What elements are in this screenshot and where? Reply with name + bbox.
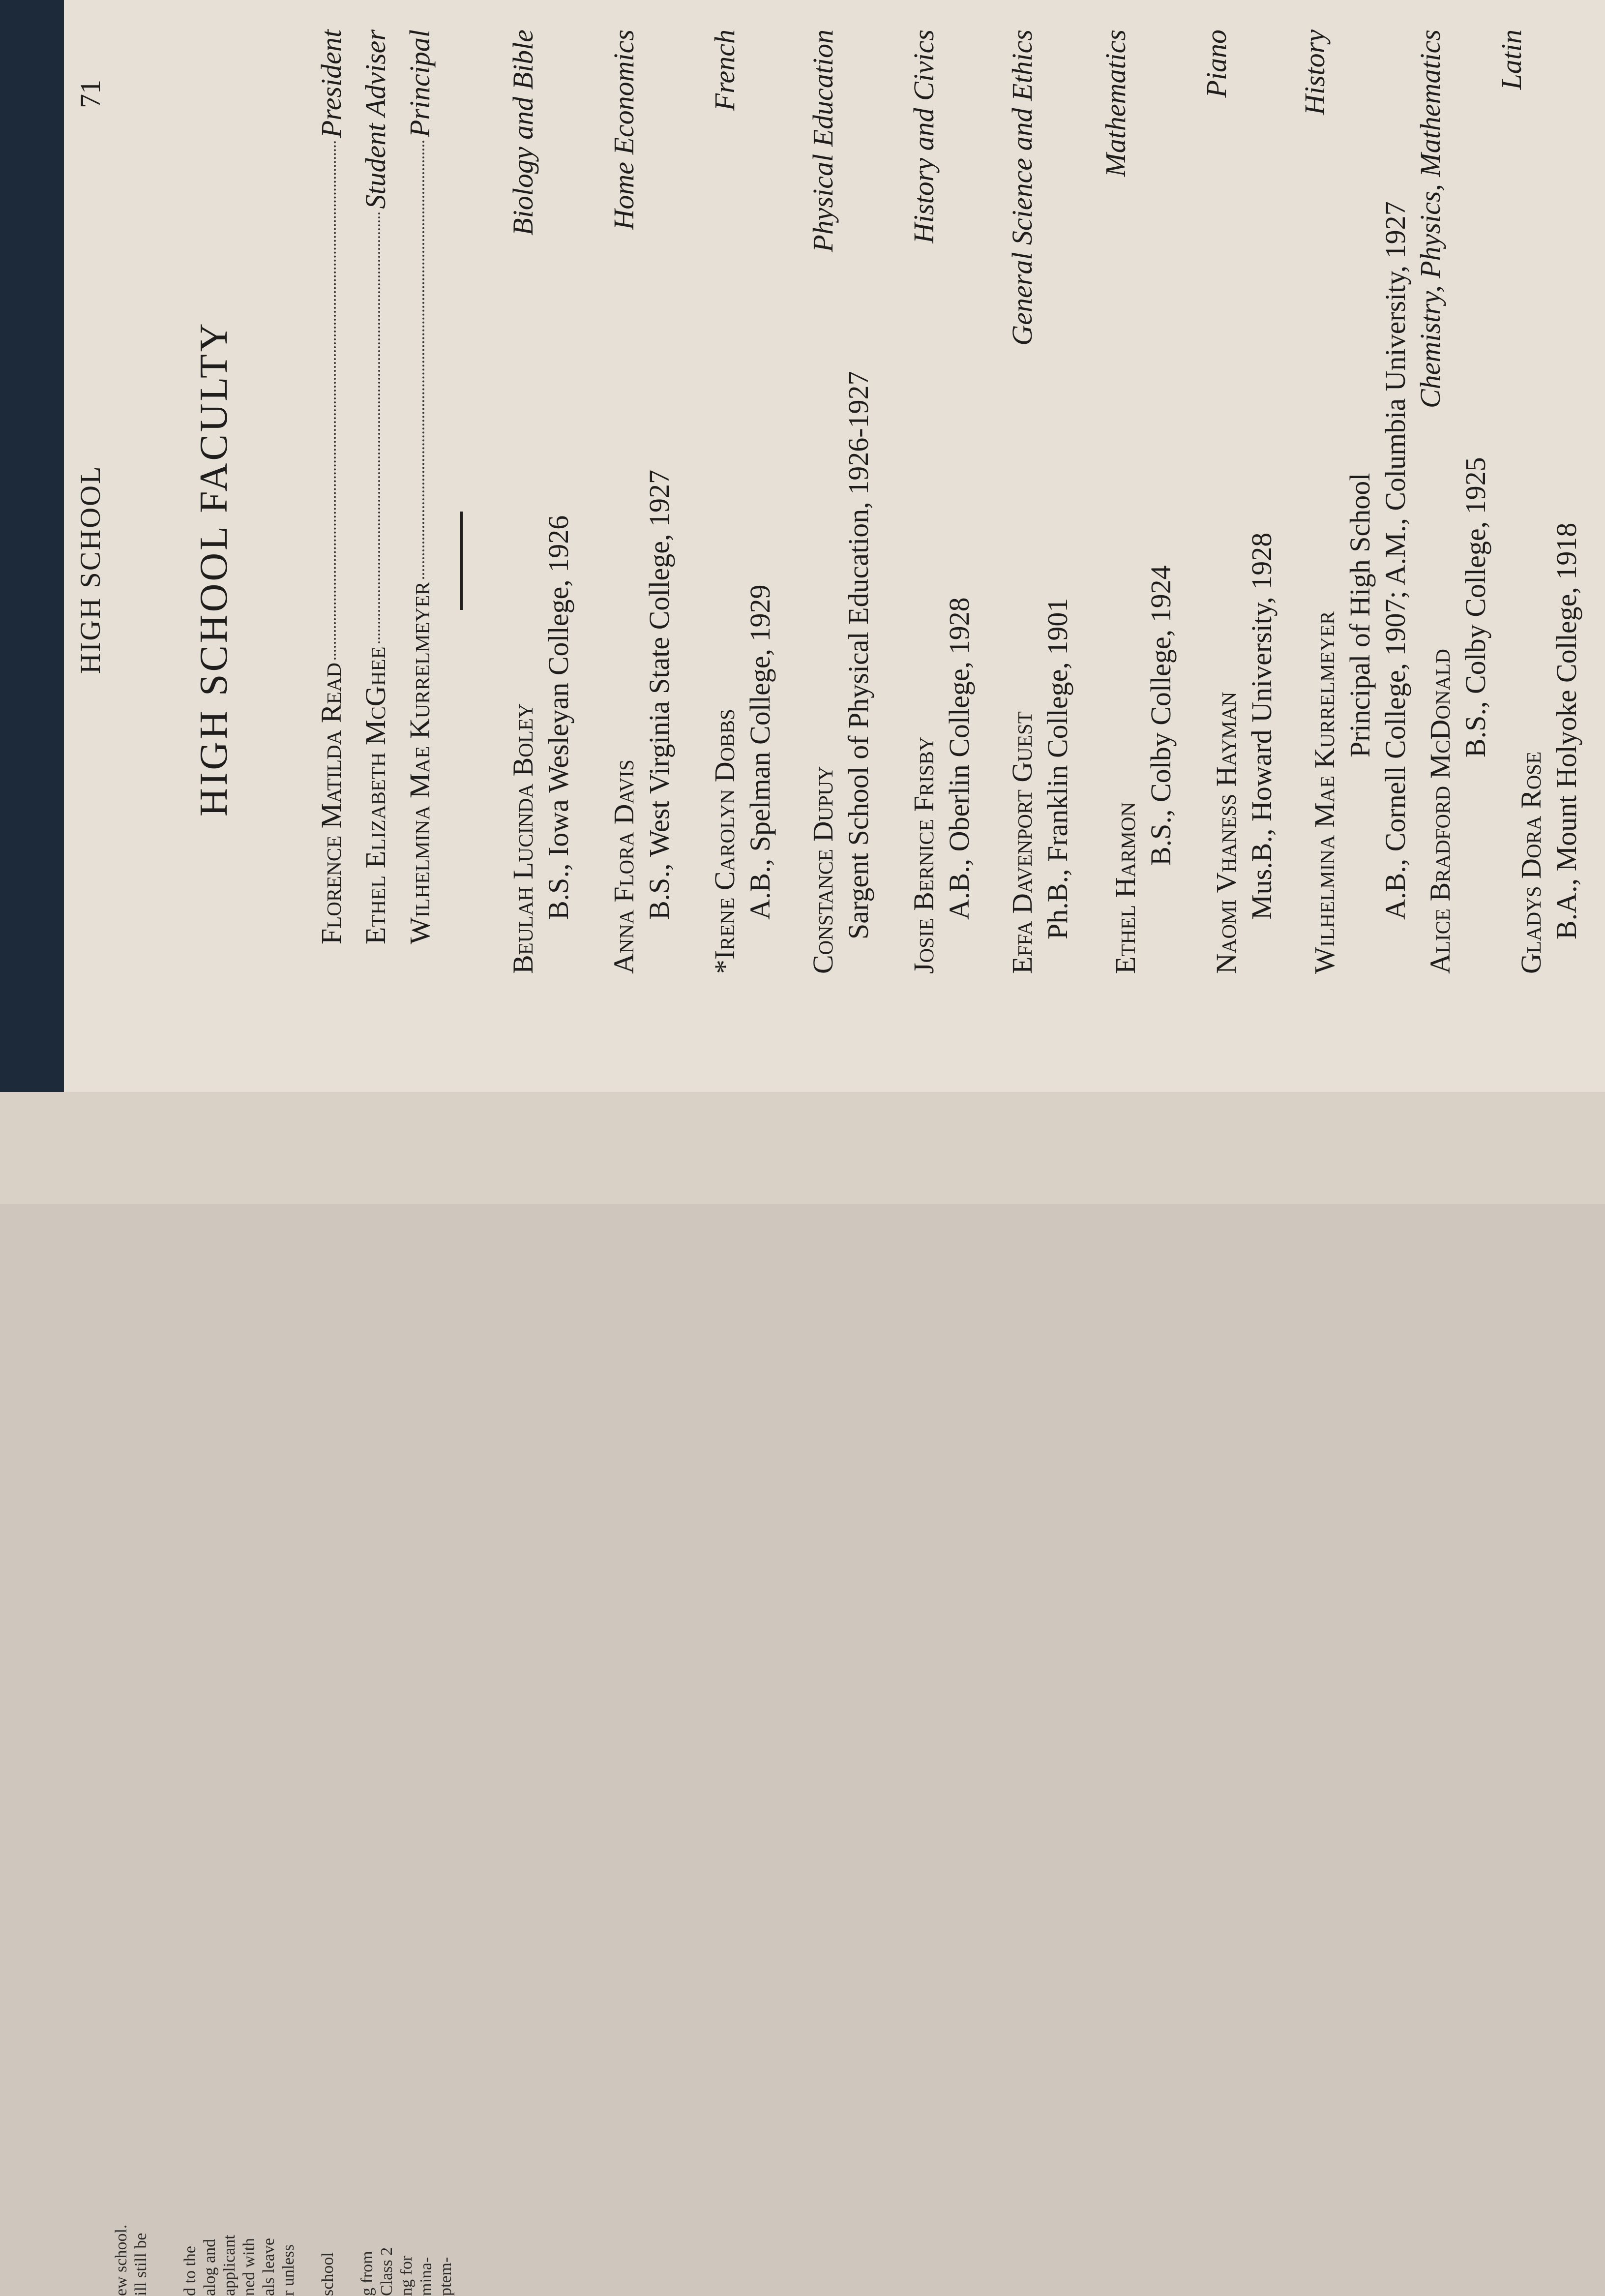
faculty-entry — [708, 30, 779, 974]
faculty-entry — [1299, 30, 1414, 974]
officer-role: President — [315, 30, 347, 138]
faculty-subject: Physical Education — [807, 30, 839, 252]
faculty-subject: Chemistry, Physics, Mathematics — [1414, 30, 1446, 409]
officer-name: Wilhelmina Mae Kurrelmeyer — [404, 581, 436, 944]
faculty-name: Josie Bernice Frisby — [908, 736, 940, 974]
faculty-name: Wilhelmina Mae Kurrelmeyer — [1308, 611, 1340, 974]
faculty-degree: B.A., Mount Holyoke College, 1918 — [1550, 522, 1582, 939]
facing-page-fragment: d to the — [181, 2246, 199, 2296]
facing-page-fragment: ned with — [240, 2237, 258, 2296]
faculty-degree: Ph.B., Franklin College, 1901 — [1041, 598, 1073, 939]
faculty-entry — [506, 30, 577, 974]
facing-page-fragment: mina- — [417, 2257, 435, 2296]
leader-dots — [378, 212, 380, 644]
facing-page-fragment: ill still be — [132, 2233, 150, 2296]
leader-dots — [422, 140, 424, 578]
faculty-entry — [907, 30, 978, 974]
faculty-subject: French — [709, 30, 741, 111]
facing-page-fragment: applicant — [220, 2235, 238, 2296]
faculty-degree: B.S., West Virginia State College, 1927 — [643, 469, 675, 920]
book-spine-shadow — [0, 0, 64, 1204]
facing-page-text — [112, 1804, 455, 2296]
faculty-entry — [806, 30, 877, 974]
officer-role: Principal — [404, 30, 436, 138]
facing-page-fragment: school — [319, 2252, 337, 2296]
facing-page-fragment: g from — [358, 2251, 376, 2296]
facing-page-fragment: als leave — [260, 2238, 278, 2296]
faculty-degree: B.S., Iowa Wesleyan College, 1926 — [542, 515, 574, 920]
faculty-name: Ethel Harmon — [1109, 802, 1141, 974]
facing-page-fragment: ng for — [397, 2255, 416, 2296]
facing-page-edge — [0, 1092, 1605, 2296]
faculty-degree: A.B., Oberlin College, 1928 — [943, 597, 975, 920]
faculty-entry — [1100, 30, 1180, 974]
officer-name: Florence Matilda Read — [315, 663, 347, 944]
officer-entry — [403, 30, 438, 944]
faculty-name: Anna Flora Davis — [608, 759, 640, 974]
faculty-subject: Home Economics — [608, 30, 640, 230]
faculty-degree: Mus.B., Howard University, 1928 — [1246, 532, 1278, 920]
officer-name: Ethel Elizabeth McGhee — [359, 646, 391, 944]
page-number: 71 — [74, 80, 106, 108]
facing-page-fragment: r unless — [279, 2244, 297, 2296]
faculty-name: Constance Dupuy — [807, 766, 839, 974]
officer-entry — [359, 30, 393, 944]
faculty-subject: General Science and Ethics — [1006, 30, 1038, 346]
faculty-degree: B.S., Colby College, 1925 — [1459, 457, 1491, 757]
facing-page-fragment: alog and — [201, 2238, 219, 2296]
page-title: HIGH SCHOOL FACULTY — [192, 321, 236, 816]
leader-dots — [334, 141, 336, 660]
facing-page-fragment: ptem- — [437, 2257, 455, 2296]
faculty-entry — [1006, 30, 1076, 974]
faculty-degree: B.S., Colby College, 1924 — [1145, 565, 1177, 866]
faculty-name: Effa Davenport Guest — [1006, 711, 1038, 974]
faculty-name: Beulah Lucinda Boley — [507, 703, 539, 974]
facing-page-fragment: ew school. — [112, 2224, 130, 2296]
faculty-subject: History and Civics — [908, 30, 940, 243]
faculty-subject: Mathematics — [1100, 30, 1131, 177]
faculty-degree: A.B., Spelman College, 1929 — [744, 584, 776, 920]
faculty-entry — [1495, 30, 1585, 974]
section-divider — [460, 512, 463, 610]
running-head: HIGH SCHOOL — [74, 465, 106, 674]
faculty-name: *Irene Carolyn Dobbs — [709, 709, 741, 974]
facing-page-fragment: Class 2 — [378, 2247, 396, 2296]
faculty-name: Naomi Vhaness Hayman — [1210, 692, 1242, 974]
officer-role: Student Adviser — [359, 30, 391, 209]
faculty-name: Gladys Dora Rose — [1515, 751, 1547, 974]
faculty-degree: Sargent School of Physical Education, 1926-1927 — [842, 371, 874, 939]
faculty-role-line: Principal of High School — [1344, 473, 1376, 757]
page-content — [64, 30, 1582, 1092]
officer-entry — [315, 30, 349, 944]
faculty-degree: A.B., Cornell College, 1907; A.M., Columbia University, 1927 — [1379, 201, 1411, 920]
faculty-entry — [607, 30, 678, 974]
faculty-subject: Piano — [1200, 30, 1232, 98]
faculty-subject: History — [1299, 30, 1331, 115]
faculty-entry — [1414, 30, 1494, 974]
faculty-subject: Latin — [1495, 30, 1527, 90]
faculty-name: Alice Bradford McDonald — [1424, 649, 1456, 974]
faculty-entry — [1200, 30, 1280, 974]
faculty-subject: Biology and Bible — [507, 30, 539, 236]
book-page — [64, 0, 1605, 1092]
